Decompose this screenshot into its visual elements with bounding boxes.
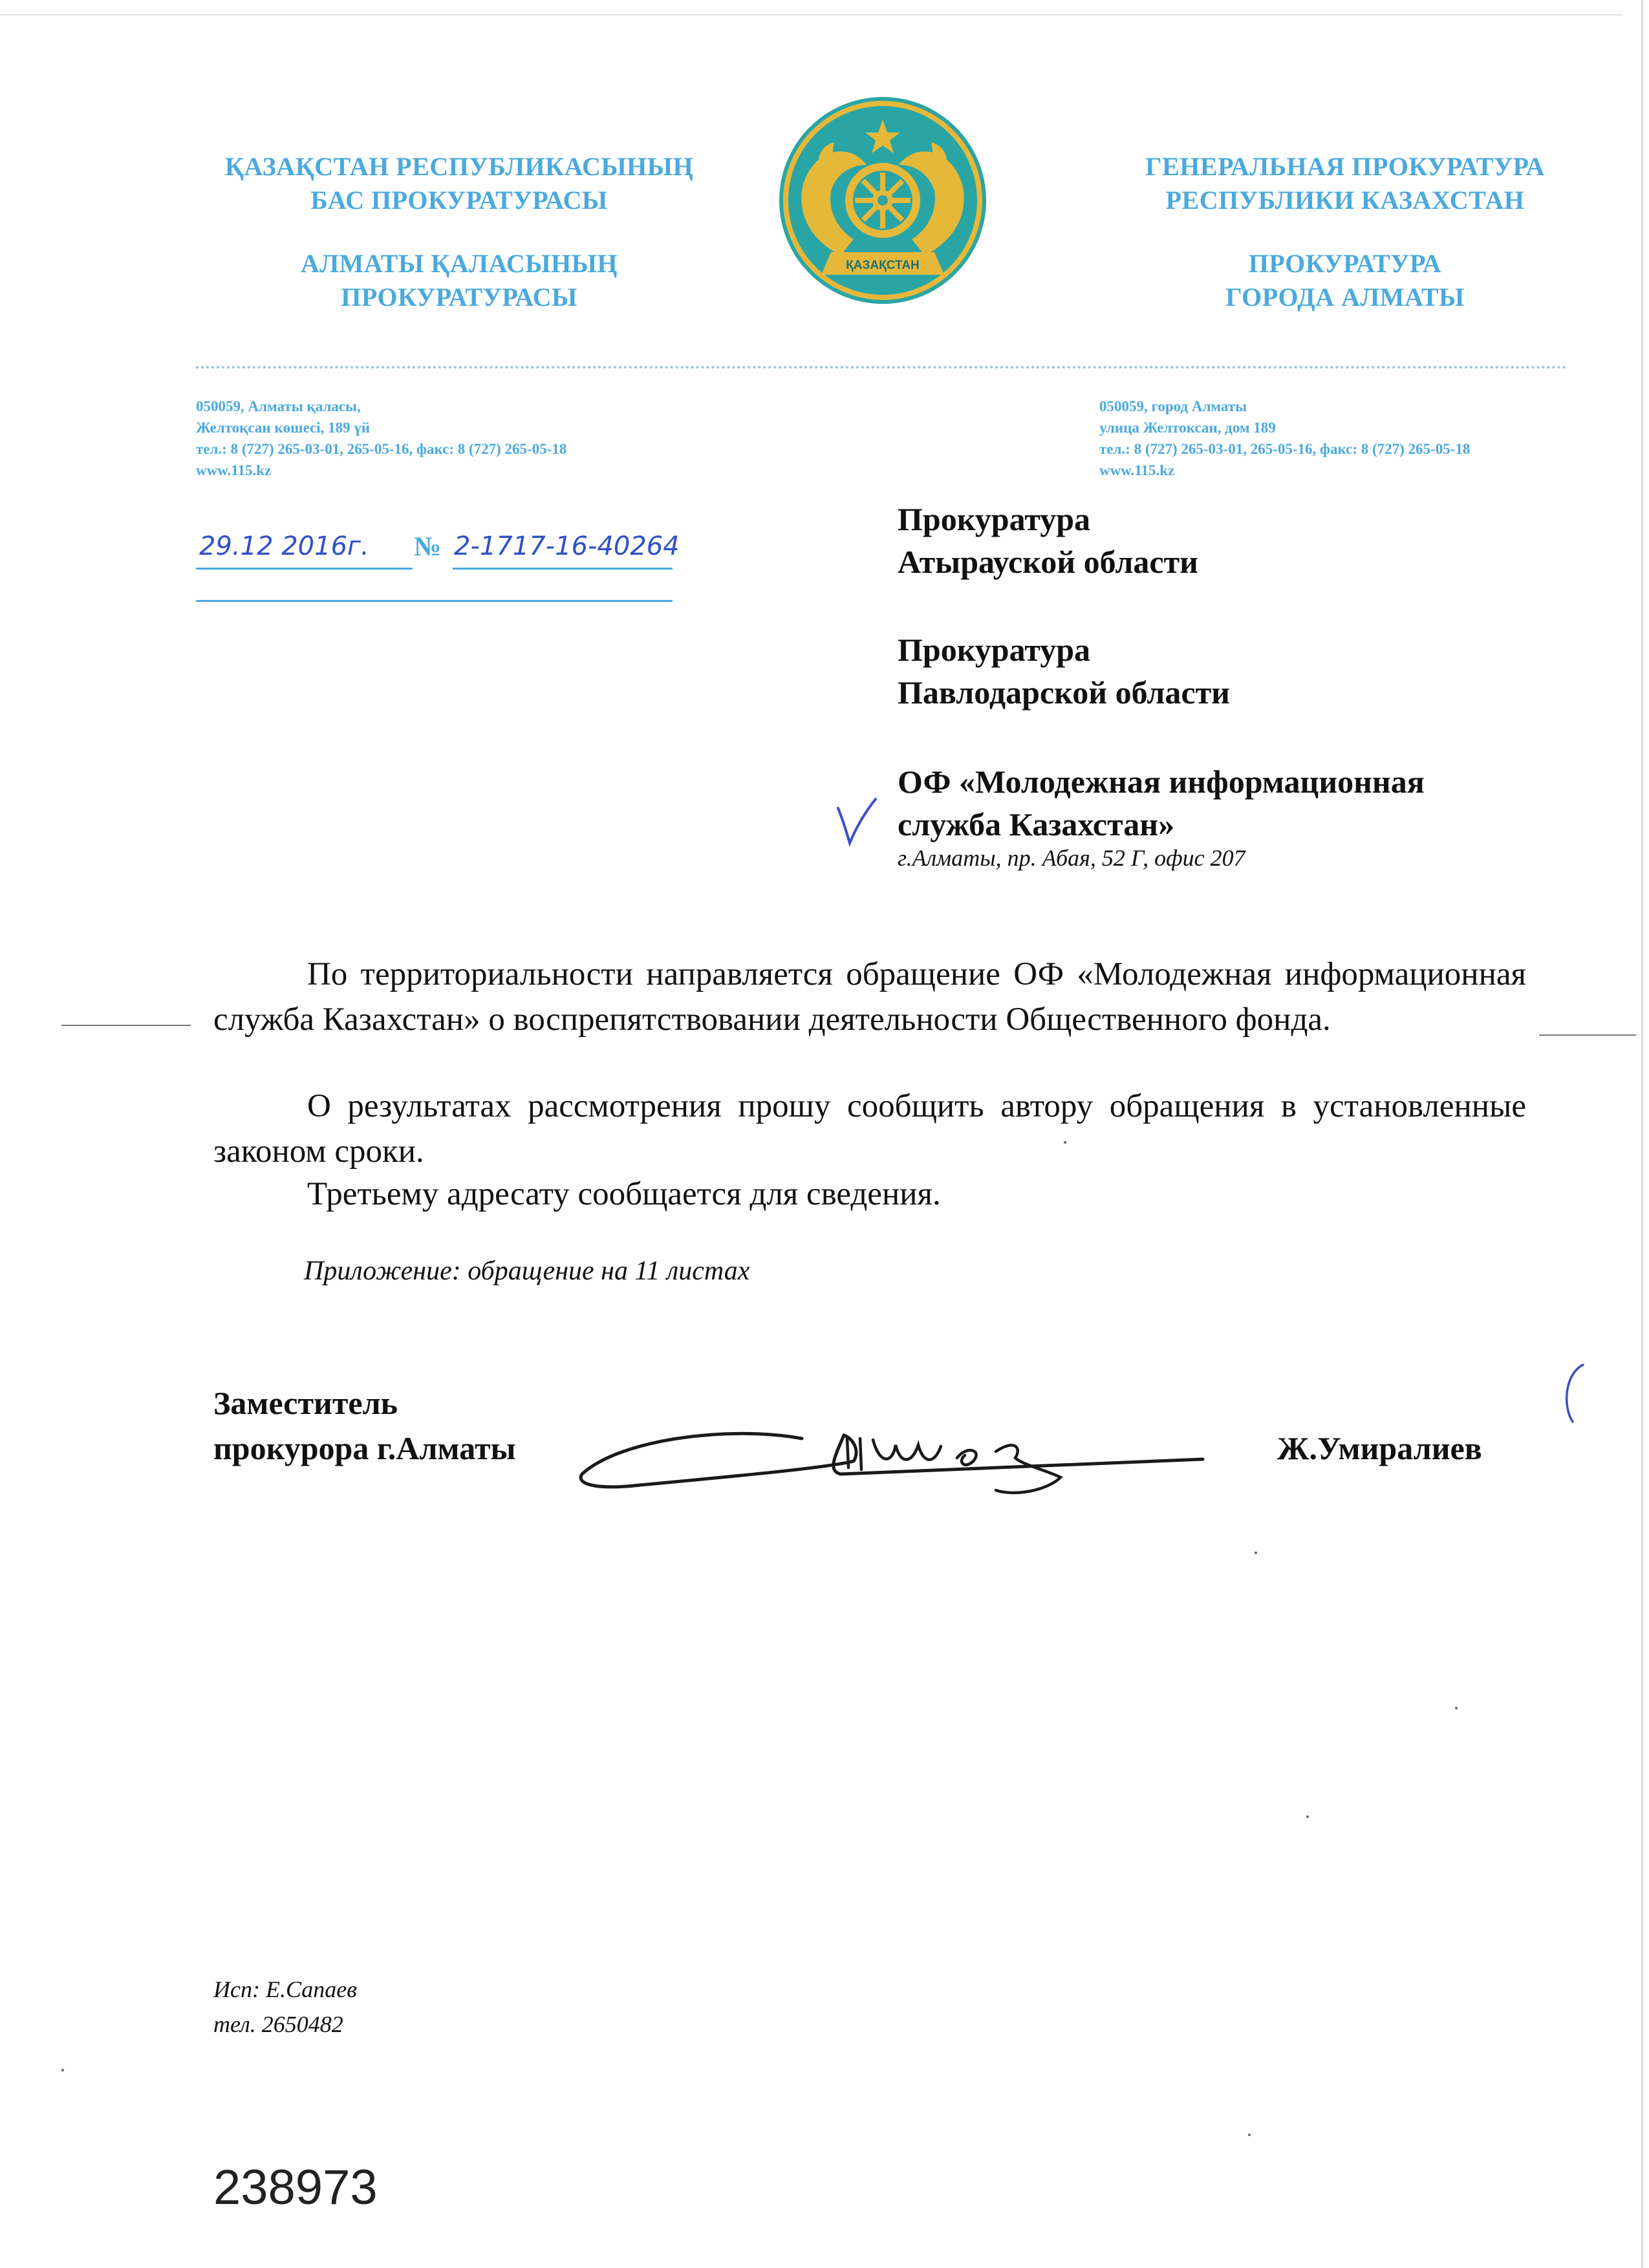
header-divider	[196, 366, 1567, 369]
header-left-line-3: АЛМАТЫ ҚАЛАСЫНЫҢ	[300, 249, 618, 278]
executor-phone: тел. 2650482	[213, 2011, 343, 2037]
body-paragraph-2: О результатах рассмотрения прошу сообщить автору обращения в установленные законом сроки.	[213, 1088, 1526, 1170]
signatory-name: Ж.Умиралиев	[1277, 1430, 1482, 1466]
scan-artifact	[61, 2069, 64, 2071]
address-ru-line-4: www.115.kz	[1099, 462, 1175, 478]
scan-artifact	[1539, 1034, 1636, 1036]
signatory-title-line-2: прокурора г.Алматы	[213, 1430, 516, 1466]
scan-artifact	[1248, 2134, 1251, 2136]
header-right-line-1: ГЕНЕРАЛЬНАЯ ПРОКУРАТУРА	[1145, 152, 1545, 181]
handwritten-signature	[569, 1400, 1267, 1510]
header-right-line-2: РЕСПУБЛИКИ КАЗАХСТАН	[1165, 186, 1525, 215]
body-paragraph-3: Третьему адресату сообщается для сведения.	[307, 1176, 941, 1212]
incoming-stamp-number: 238973	[213, 2160, 378, 2215]
executor-name: Исп: Е.Сапаев	[213, 1976, 357, 2002]
recipient-2-line-2: Павлодарской области	[898, 674, 1230, 711]
recipient-3-line-1: ОФ «Молодежная информационная	[898, 764, 1425, 800]
scan-edge-top	[0, 14, 1623, 16]
address-kz-line-3: тел.: 8 (727) 265-03-01, 265-05-16, факс: 8 (727) 265-05-18	[196, 441, 567, 457]
address-ru-line-2: улица Желтоксан, дом 189	[1099, 420, 1276, 436]
header-right-line-3: ПРОКУРАТУРА	[1248, 249, 1442, 278]
signatory-title	[213, 1380, 516, 1471]
scan-artifact	[1064, 1141, 1066, 1144]
recipient-3-address: г.Алматы, пр. Абая, 52 Г, офис 207	[898, 845, 1245, 871]
header-left-line-1: ҚАЗАҚСТАН РЕСПУБЛИКАСЫНЫҢ	[224, 152, 694, 181]
header-right-line-4: ГОРОДА АЛМАТЫ	[1225, 283, 1465, 312]
address-kz-line-4: www.115.kz	[196, 462, 272, 478]
executor-info	[213, 1972, 357, 2042]
scan-artifact	[1455, 1707, 1458, 1709]
scan-artifact	[1306, 1815, 1309, 1818]
address-kz-line-2: Желтоқсан көшесі, 189 үй	[196, 420, 371, 436]
recipient-2-line-1: Прокуратура	[898, 632, 1091, 668]
check-mark-icon	[834, 795, 879, 847]
scan-artifact	[1255, 1552, 1257, 1554]
address-ru-line-3: тел.: 8 (727) 265-03-01, 265-05-16, факс: 8 (727) 265-05-18	[1099, 441, 1471, 457]
attachment-note: Приложение: обращение на 11 листах	[304, 1256, 750, 1286]
recipient-3-line-2: служба Казахстан»	[898, 806, 1175, 842]
signatory-title-line-1: Заместитель	[213, 1385, 398, 1421]
handwritten-bracket-mark	[1558, 1361, 1591, 1426]
address-ru-line-1: 050059, город Алматы	[1099, 398, 1247, 414]
registration-number: 2-1717-16-40264	[454, 531, 680, 561]
body-paragraph-1: По территориальности направляется обращение ОФ «Молодежная информационная служба Казахстан» о воспрепятствовании деятельности Общественного фонда.	[213, 956, 1526, 1038]
registration-number-label: №	[414, 532, 442, 562]
emblem-text: ҚАЗАҚСТАН	[846, 259, 920, 272]
address-kz-line-1: 050059, Алматы қаласы,	[196, 398, 361, 414]
registration-number-underline	[453, 568, 673, 570]
state-emblem-icon	[776, 94, 989, 307]
recipient-1-line-1: Прокуратура	[898, 501, 1091, 537]
registration-blank-line	[196, 600, 673, 602]
scan-edge-right	[1641, 0, 1643, 2268]
recipient-1-line-2: Атырауской области	[898, 544, 1198, 580]
header-left-line-4: ПРОКУРАТУРАСЫ	[341, 283, 577, 312]
header-left-line-2: БАС ПРОКУРАТУРАСЫ	[310, 186, 608, 215]
registration-date-underline	[196, 568, 413, 570]
scan-artifact	[61, 1025, 191, 1026]
registration-date: 29.12 2016г.	[199, 531, 369, 561]
